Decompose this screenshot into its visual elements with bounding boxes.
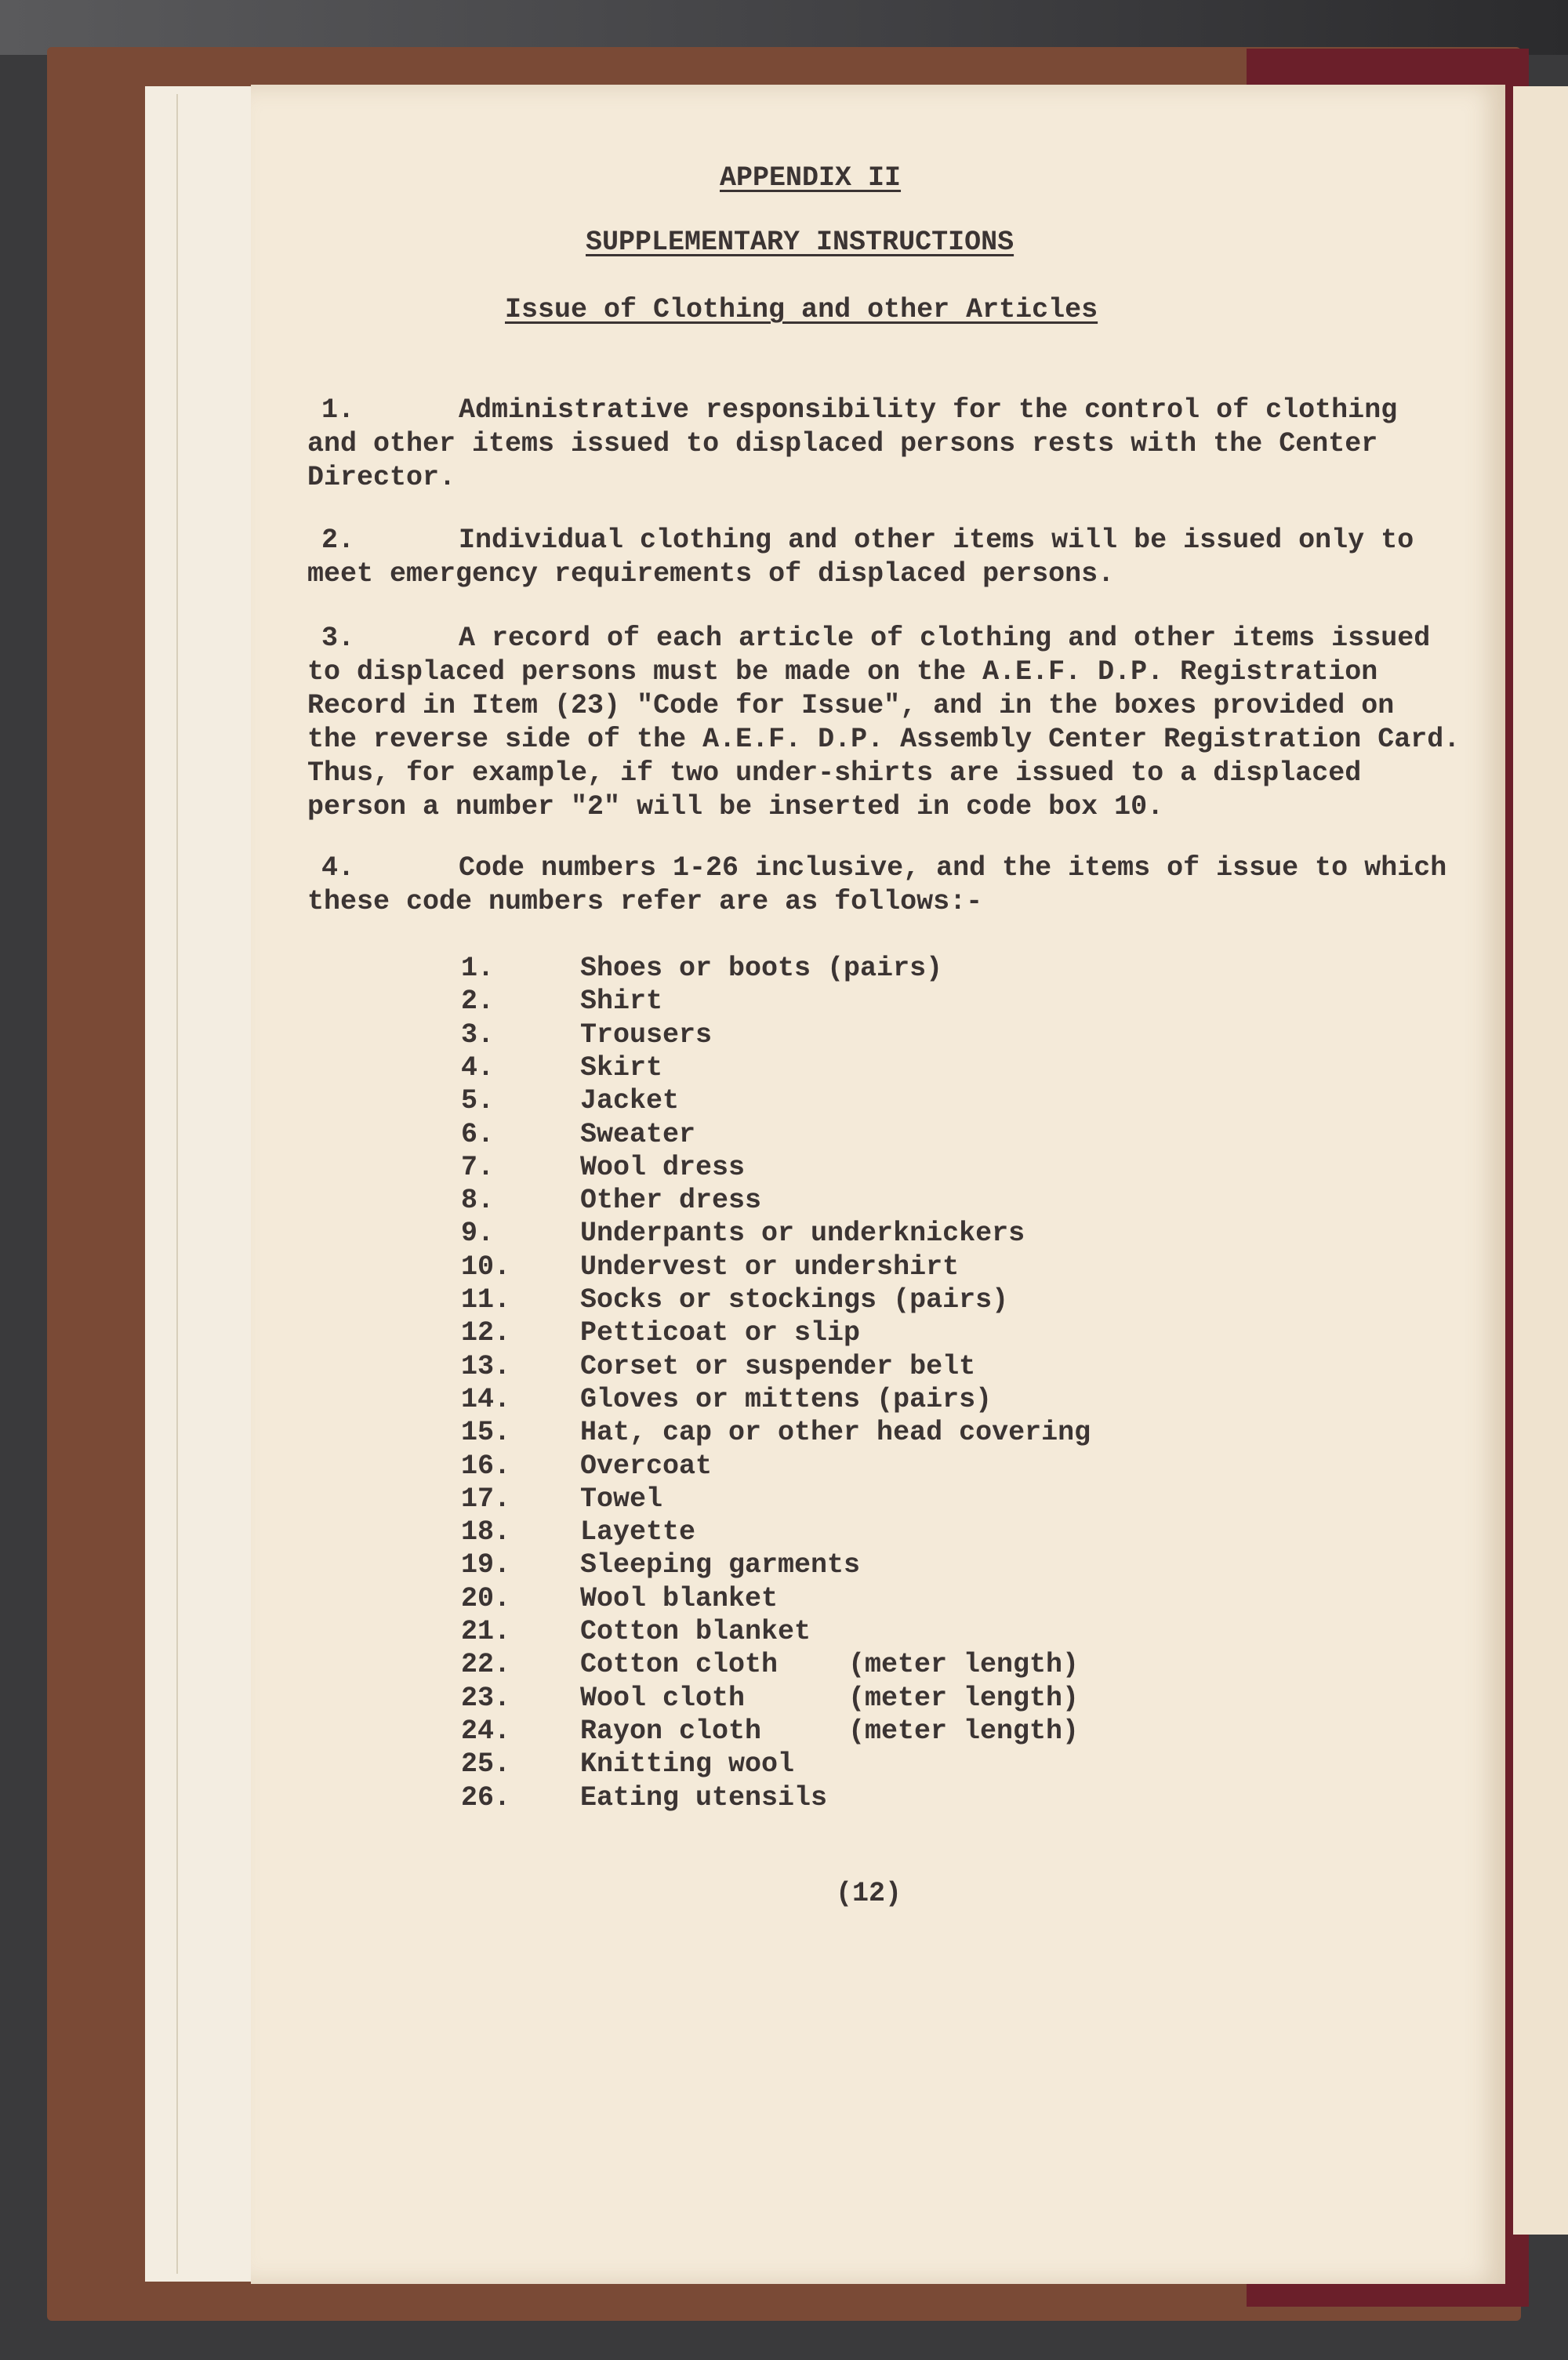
paragraph-line: Record in Item (23) "Code for Issue", and in the boxes provided on xyxy=(307,690,1395,721)
code-number: 12. xyxy=(461,1317,511,1349)
code-number: 16. xyxy=(461,1450,511,1482)
paragraph-number: 1. xyxy=(321,394,355,426)
code-item: Layette xyxy=(580,1516,696,1549)
code-number: 26. xyxy=(461,1781,511,1814)
paragraph-line: the reverse side of the A.E.F. D.P. Assembly Center Registration Card. xyxy=(307,724,1461,755)
code-number: 15. xyxy=(461,1417,511,1449)
code-number: 10. xyxy=(461,1251,511,1283)
code-item: Wool dress xyxy=(580,1151,746,1183)
page-stack-edges xyxy=(176,94,258,2274)
code-item: Gloves or mittens (pairs) xyxy=(580,1383,993,1415)
paragraph-line: Director. xyxy=(307,462,456,493)
code-number: 23. xyxy=(461,1682,511,1714)
code-note: (meter length) xyxy=(848,1682,1080,1714)
paragraph-number: 3. xyxy=(321,623,355,654)
code-number: 18. xyxy=(461,1516,511,1549)
next-page-edge xyxy=(1513,86,1568,2235)
code-item: Jacket xyxy=(580,1085,680,1117)
code-item: Shirt xyxy=(580,986,663,1018)
paragraph-line: Administrative responsibility for the control of clothing xyxy=(459,394,1398,426)
code-item: Overcoat xyxy=(580,1450,713,1482)
paragraph-line: Individual clothing and other items will be issued only to xyxy=(459,525,1414,556)
code-item: Shoes or boots (pairs) xyxy=(580,953,943,984)
code-number: 22. xyxy=(461,1649,511,1681)
code-number: 17. xyxy=(461,1483,511,1515)
code-item: Socks or stockings (pairs) xyxy=(580,1284,1009,1316)
paragraph-line: Code numbers 1-26 inclusive, and the items of issue to which xyxy=(459,852,1447,884)
code-number: 2. xyxy=(461,986,495,1018)
code-item: Eating utensils xyxy=(580,1781,828,1814)
code-item: Underpants or underknickers xyxy=(580,1218,1025,1250)
subtitle: SUPPLEMENTARY INSTRUCTIONS xyxy=(586,227,1014,258)
code-number: 13. xyxy=(461,1350,511,1382)
code-item: Undervest or undershirt xyxy=(580,1251,960,1283)
code-item: Wool cloth xyxy=(580,1682,746,1714)
code-number: 24. xyxy=(461,1715,511,1747)
code-number: 4. xyxy=(461,1051,495,1084)
code-note: (meter length) xyxy=(848,1649,1080,1681)
code-item: Rayon cloth xyxy=(580,1715,762,1747)
code-number: 7. xyxy=(461,1151,495,1183)
code-number: 25. xyxy=(461,1748,511,1781)
code-item: Sweater xyxy=(580,1118,696,1150)
paragraph-line: to displaced persons must be made on the A.E.F. D.P. Registration xyxy=(307,656,1378,688)
code-item: Cotton cloth xyxy=(580,1649,779,1681)
paragraph-line: and other items issued to displaced persons rests with the Center xyxy=(307,428,1378,459)
code-number: 14. xyxy=(461,1383,511,1415)
code-item: Petticoat or slip xyxy=(580,1317,861,1349)
code-number: 9. xyxy=(461,1218,495,1250)
code-note: (meter length) xyxy=(848,1715,1080,1747)
code-number: 6. xyxy=(461,1118,495,1150)
paragraph-line: person a number "2" will be inserted in code box 10. xyxy=(307,791,1164,822)
code-item: Sleeping garments xyxy=(580,1549,861,1581)
code-item: Other dress xyxy=(580,1185,762,1217)
code-number: 5. xyxy=(461,1085,495,1117)
paragraph-number: 4. xyxy=(321,852,355,884)
code-item: Skirt xyxy=(580,1051,663,1084)
code-item: Corset or suspender belt xyxy=(580,1350,976,1382)
code-number: 3. xyxy=(461,1018,495,1051)
code-number: 21. xyxy=(461,1616,511,1647)
code-number: 1. xyxy=(461,953,495,984)
code-number: 20. xyxy=(461,1582,511,1614)
code-item: Towel xyxy=(580,1483,663,1515)
paragraph-line: these code numbers refer are as follows:- xyxy=(307,886,983,917)
paragraph-line: A record of each article of clothing and other items issued xyxy=(459,623,1431,654)
code-item: Wool blanket xyxy=(580,1582,779,1614)
paragraph-number: 2. xyxy=(321,525,355,556)
code-item: Knitting wool xyxy=(580,1748,795,1781)
code-item: Cotton blanket xyxy=(580,1616,811,1647)
paragraph-line: Thus, for example, if two under-shirts are issued to a displaced xyxy=(307,757,1362,789)
appendix-title: APPENDIX II xyxy=(720,162,902,194)
code-number: 8. xyxy=(461,1185,495,1217)
page-number: (12) xyxy=(836,1878,902,1909)
section-title: Issue of Clothing and other Articles xyxy=(505,294,1098,325)
code-number: 19. xyxy=(461,1549,511,1581)
paragraph-line: meet emergency requirements of displaced persons. xyxy=(307,558,1115,590)
code-number: 11. xyxy=(461,1284,511,1316)
code-item: Hat, cap or other head covering xyxy=(580,1417,1091,1449)
code-item: Trousers xyxy=(580,1018,713,1051)
